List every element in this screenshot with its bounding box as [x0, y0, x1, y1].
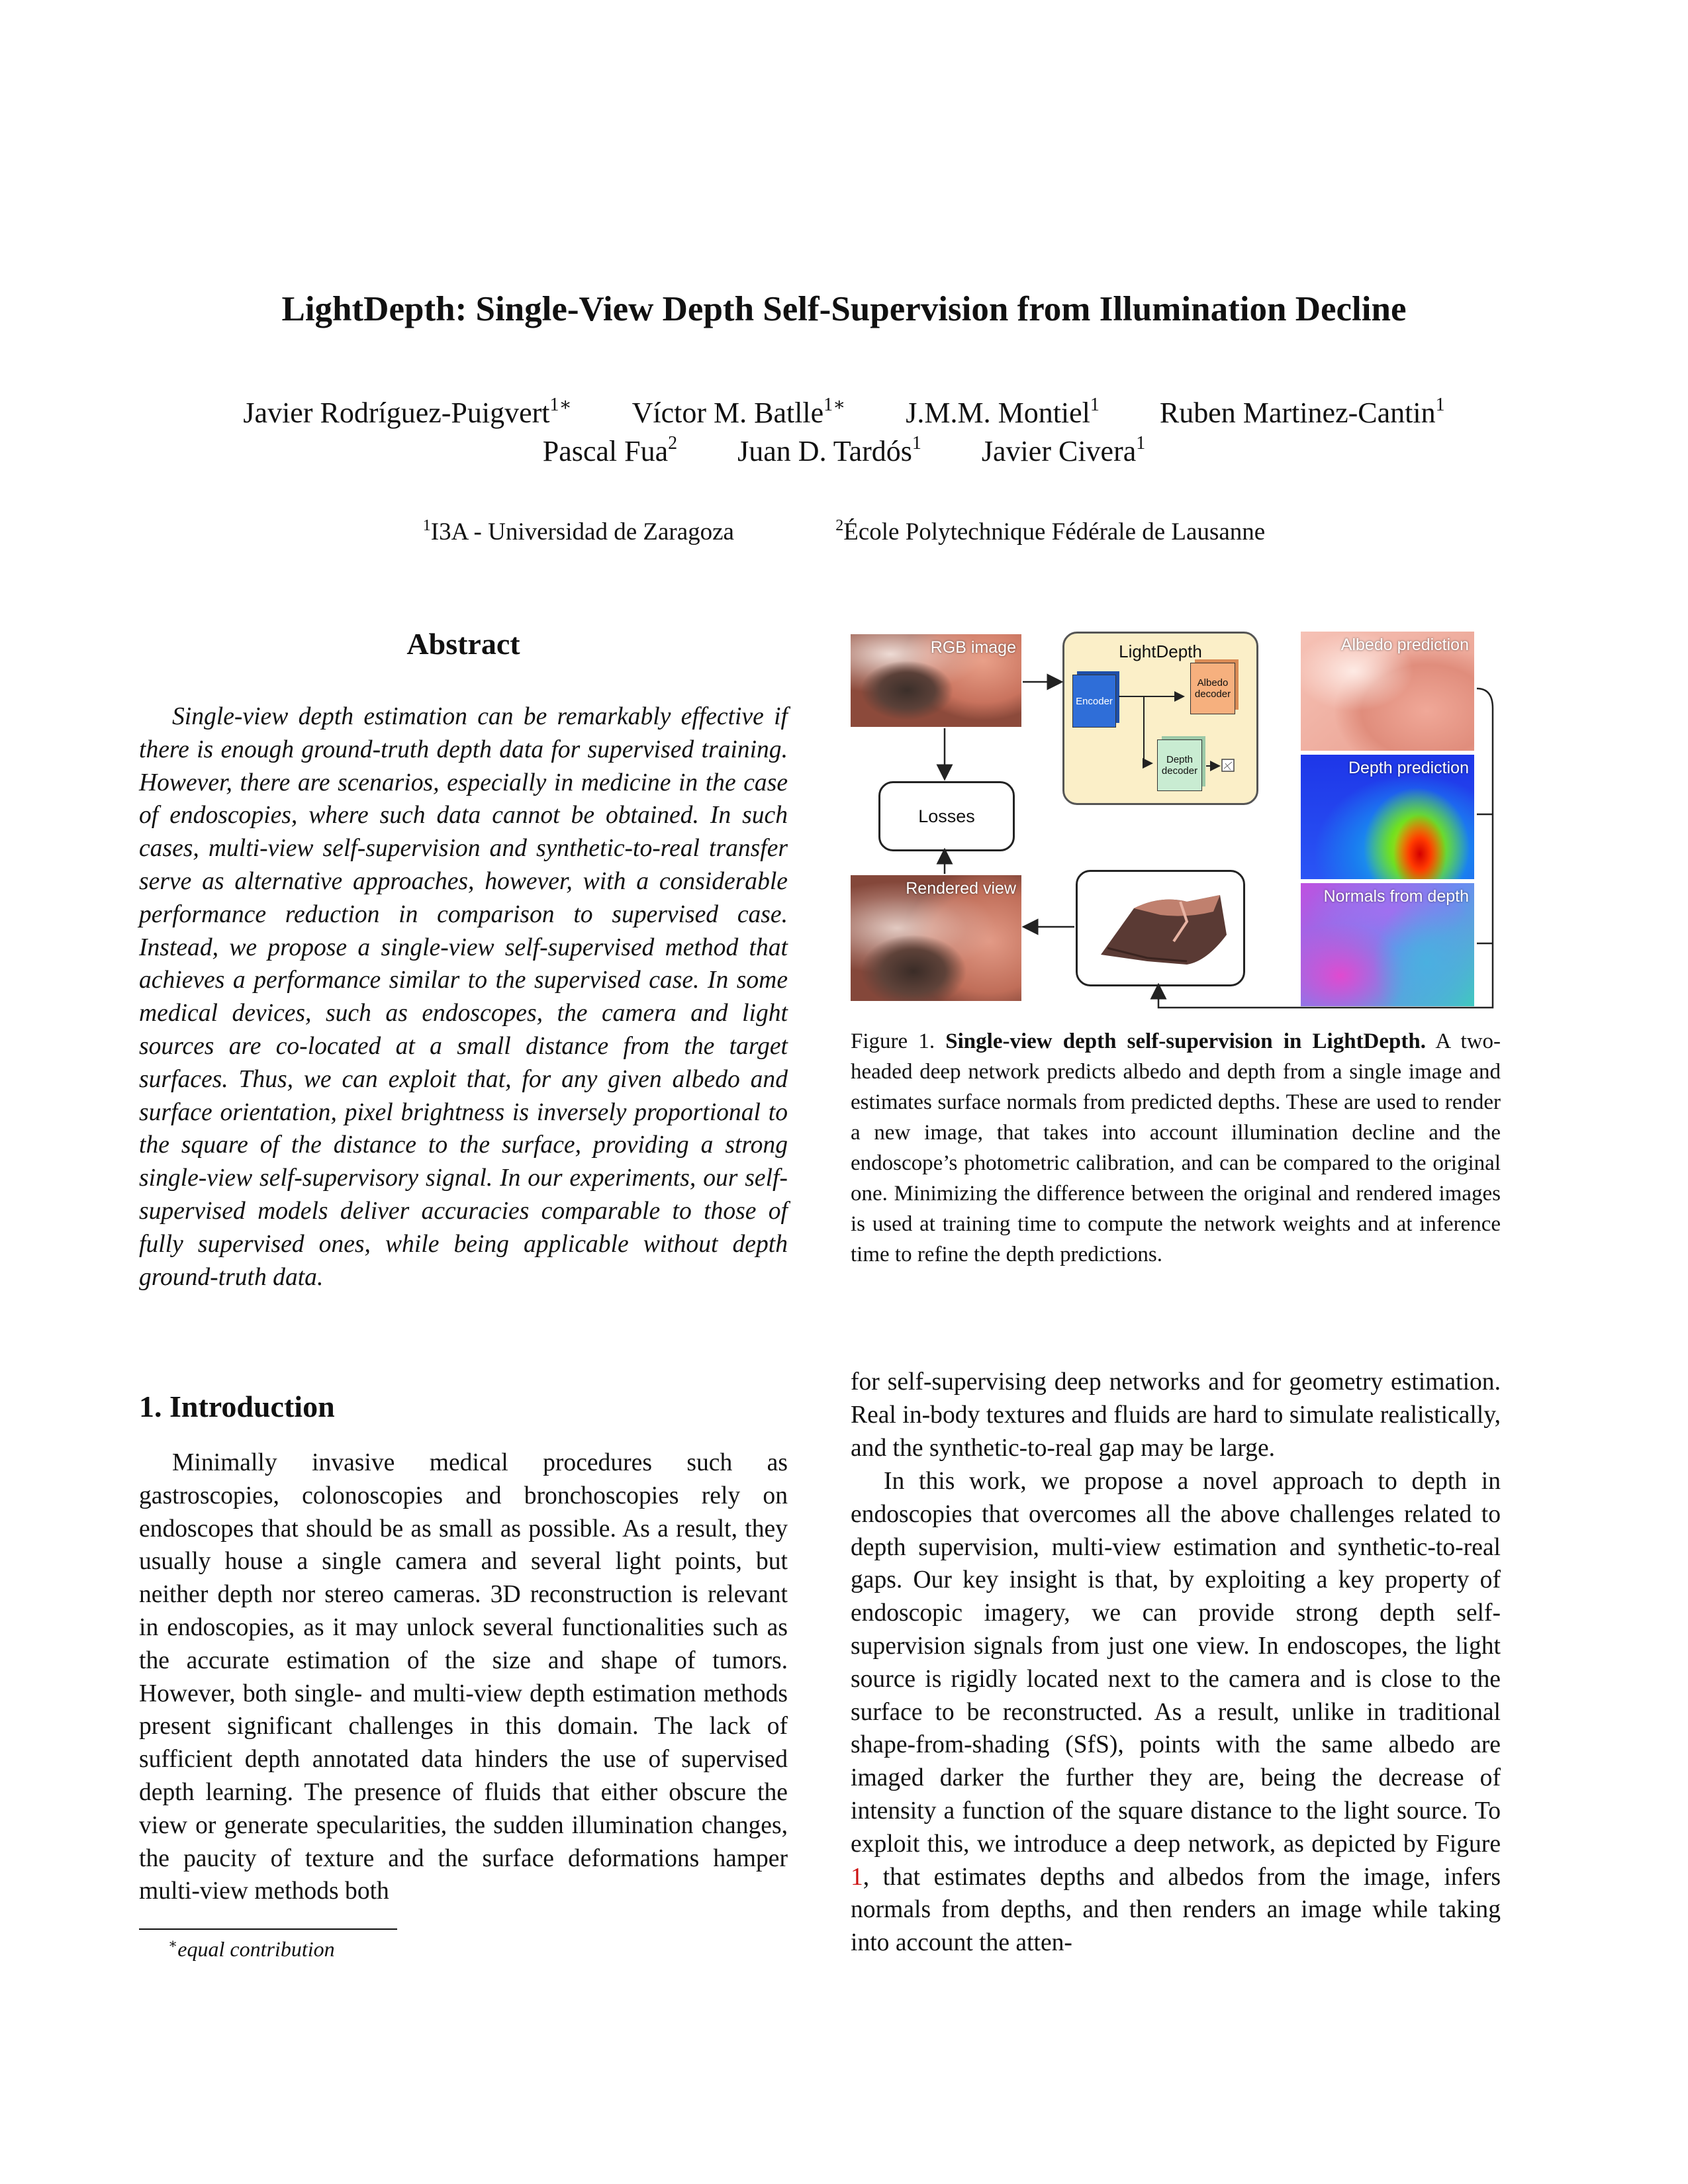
intro-paragraph-2: In this work, we propose a novel approach to depth in endoscopies that overcomes all the above challenges related to depth supervision, multi-view estimation and synthetic-to-real gaps. Our key insight is that, by exploiting a key property of endoscopic imagery, we can provide strong depth self-supervision signals from just one view. In endoscopes, the light source is rigidly located next to the camera and is close to the surface to be reconstructed. As a result, unlike in traditional shape-from-shading (SfS), points with the same albedo are imaged darker the further they are, being the decrease of intensity a function of the square distance to the light source. To exploit this, we introduce a deep network, as depicted by Figure 1, that estimates depths and albedos from the image, infers normals from depths, and then renders an image while taking into account the atten- — [851, 1468, 1501, 1957]
author-list-row-1 — [0, 395, 1688, 432]
abstract-body: Single-view depth estimation can be remarkably effective if there is enough ground-truth depth data for supervised training. However, there are scenarios, especially in medicine in the case of endoscopies, where such data cannot be obtained. In such cases, multi-view self-supervision and synthetic-to-real transfer serve as alternative approaches, however, with a considerable performance reduction in comparison to supervised case. Instead, we propose a single-view self-supervised method that achieves a performance similar to the supervised case. In some medical devices, such as endoscopes, the camera and light sources are co-located at a small distance from the target surfaces. Thus, we can exploit that, for any given albedo and surface orientation, pixel brightness is inversely proportional to the square of the distance to the surface, providing a strong single-view self-supervisory signal. In our experiments, our self-supervised models deliver accuracies comparable to those of fully supervised ones, while being applicable without depth ground-truth data. — [139, 703, 788, 1291]
intro-paragraph-continued: for self-supervising deep networks and for geometry estimation. Real in-body textures and fluids are hard to simulate realistically, and the synthetic-to-real gap may be large. — [851, 1368, 1501, 1462]
figure-reference-link[interactable]: 1 — [851, 1863, 863, 1891]
losses-box: Losses — [878, 781, 1015, 851]
figure-1 — [851, 622, 1501, 1013]
normals-from-depth-image: Normals from depth — [1301, 883, 1474, 1006]
author: Javier Civera$^1$ — [981, 433, 1146, 467]
paper-title: LightDepth: Single-View Depth Self-Supervision from Illumination Decline — [281, 290, 1407, 328]
author-list-row-2 — [0, 433, 1688, 470]
affiliations — [0, 516, 1688, 548]
affiliation: $^2$École Polytechnique Fédérale de Lausanne — [835, 517, 1266, 546]
author: J.M.M. Montiel$^1$ — [906, 395, 1100, 429]
encoder-block: Encoder — [1072, 675, 1116, 728]
section-heading-introduction: 1. Introduction — [139, 1390, 335, 1423]
author: Juan D. Tardós$^1$ — [737, 433, 921, 467]
albedo-decoder-block: Albedo decoder — [1190, 663, 1235, 714]
depth-decoder-block: Depth decoder — [1157, 739, 1202, 791]
intro-paragraph-1: Minimally invasive medical procedures such as gastroscopies, colonoscopies and bronchoscopies rely on endoscopes that should be as small as possible. As a result, they usually house a single camera and several light points, but neither depth nor stereo cameras. 3D reconstruction is relevant in endoscopies, as it may unlock several functionalities such as the accurate estimation of the size and shape of tumors. However, both single- and multi-view depth estimation methods present significant challenges in this domain. The lack of sufficient depth annotated data hinders the use of supervised depth learning. The presence of fluids that either obscure the view or generate specularities, the sudden illumination changes, the paucity of texture and the surface deformations hamper multi-view methods both — [139, 1449, 788, 1905]
author: Ruben Martinez-Cantin$^1$ — [1159, 395, 1445, 429]
footnote-rule — [139, 1928, 397, 1930]
rendered-view-image: Rendered view — [851, 875, 1021, 1001]
figure-arrows — [851, 622, 1501, 1013]
author: Víctor M. Batlle$^{1∗}$ — [632, 395, 846, 429]
affiliation: $^1$I3A - Universidad de Zaragoza — [422, 517, 734, 546]
abstract-heading: Abstract — [406, 627, 520, 661]
lightdepth-network-box: LightDepth Encoder Albedo decoder Depth decoder — [1062, 632, 1258, 805]
author: Pascal Fua$^2$ — [542, 433, 678, 467]
author: Javier Rodríguez-Puigvert$^{1∗}$ — [243, 395, 572, 429]
albedo-prediction-image: Albedo prediction — [1301, 632, 1474, 751]
figure-1-caption: Figure 1. Single-view depth self-supervision in LightDepth. A two-headed deep network predicts albedo and depth from a single image and estimates surface normals from predicted depths. These are used to render a new image, that takes into account illumination decline and the endoscope’s photometric calibration, and can be compared to the original one. Minimizing the difference between the original and rendered images is used at training time to compute the network weights and at inference time to refine the depth predictions. — [851, 1029, 1501, 1266]
depth-prediction-image: Depth prediction — [1301, 755, 1474, 879]
rgb-image: RGB image — [851, 634, 1021, 727]
footnote: ∗equal contribution — [168, 1936, 335, 1961]
